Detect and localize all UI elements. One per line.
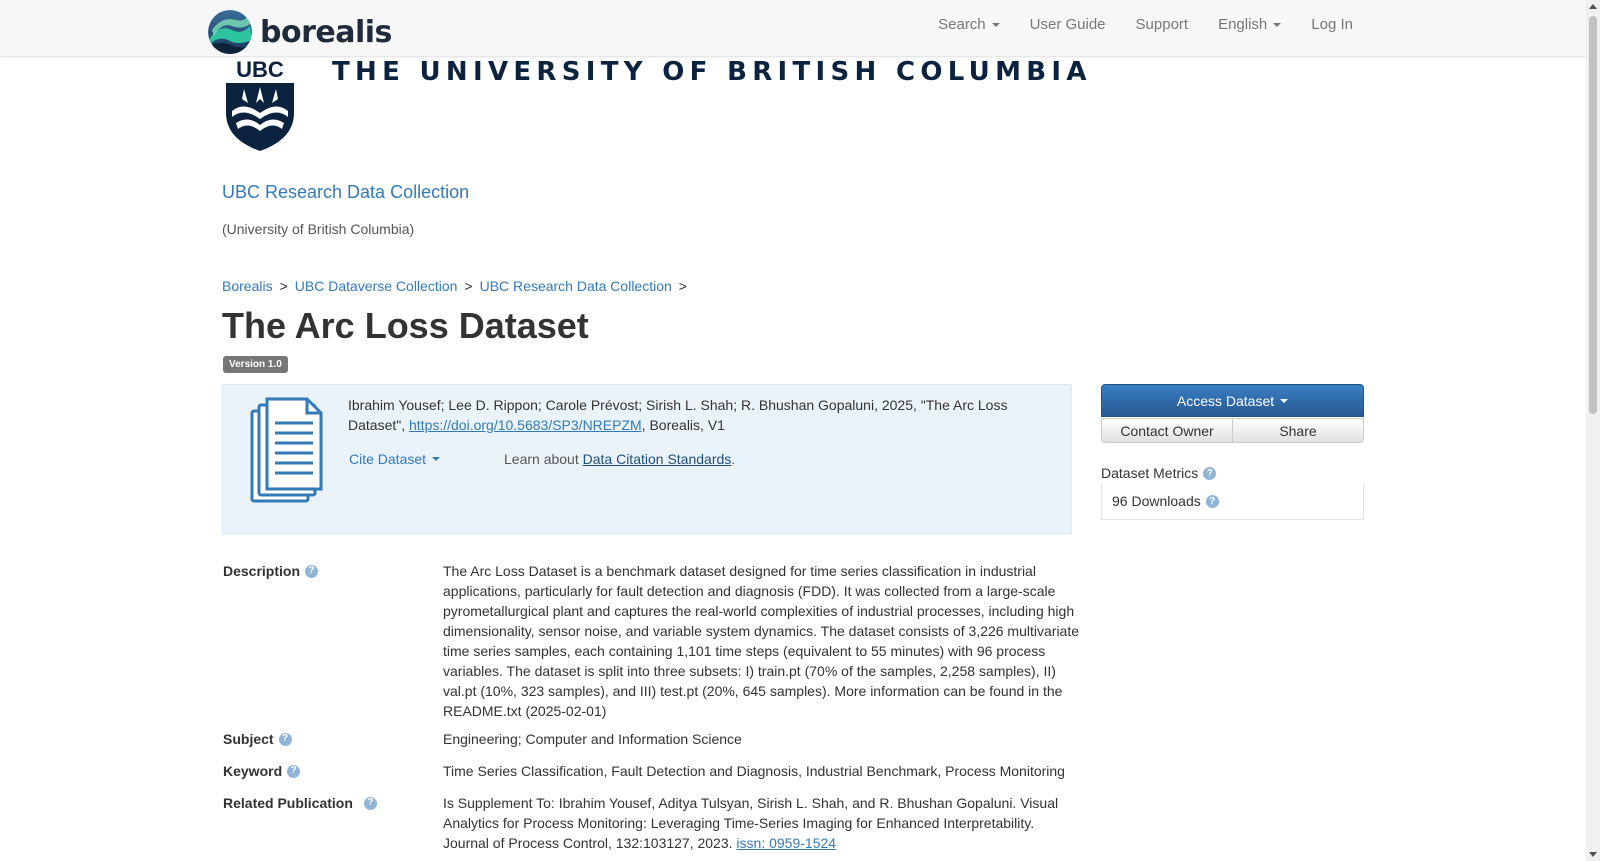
chevron-down-icon <box>992 23 1000 27</box>
nav-support[interactable] <box>1121 0 1204 50</box>
top-navbar <box>0 0 1586 57</box>
crest-text: UBC <box>236 57 284 82</box>
learn-prefix: Learn about <box>504 451 583 467</box>
related-publication-text: Is Supplement To: Ibrahim Yousef, Aditya Tulsyan, Sirish L. Shah, and R. Bhushan Gopaluni. Visual Analytics for Process Monitoring: Leveraging Time-Series Imaging for Enhanced Interpretability. Journal of Process Control, 132:103127, 2023. <box>443 795 1059 851</box>
nav-search-label: Search <box>938 16 986 33</box>
access-dataset-label: Access Dataset <box>1176 392 1275 409</box>
data-citation-standards-link[interactable]: Data Citation Standards <box>582 451 732 467</box>
page-scrollbar[interactable] <box>1586 0 1600 861</box>
metadata-label <box>223 761 300 781</box>
nav-login-label: Log In <box>1311 16 1353 33</box>
access-dataset-button[interactable] <box>1101 384 1364 417</box>
scrollbar-thumb[interactable] <box>1589 16 1597 414</box>
version-badge: Version 1.0 <box>223 356 288 373</box>
issn-link[interactable]: issn: 0959-1524 <box>736 835 837 851</box>
chevron-down-icon <box>1280 399 1288 403</box>
downloads-count: 96 Downloads <box>1112 493 1201 509</box>
keyword-value: Time Series Classification, Fault Detection and Diagnosis, Industrial Benchmark, Process Monitoring <box>443 763 1065 779</box>
citation-standards-note <box>504 451 735 467</box>
share-button[interactable]: Share <box>1233 418 1364 443</box>
learn-suffix: . <box>731 451 736 467</box>
scroll-down-arrow-icon[interactable] <box>1589 852 1597 857</box>
dataset-metrics-heading <box>1101 465 1216 481</box>
brand-name: borealis <box>260 14 392 50</box>
breadcrumb-borealis[interactable]: Borealis <box>222 278 273 294</box>
help-icon[interactable]: ? <box>287 765 300 778</box>
nav-user-guide[interactable] <box>1015 0 1121 50</box>
collection-affiliation: (University of British Columbia) <box>222 221 415 237</box>
brand-link[interactable] <box>208 10 392 54</box>
subject-value: Engineering; Computer and Information Science <box>443 731 742 747</box>
metadata-label <box>223 729 292 749</box>
dataset-action-group <box>1101 418 1364 443</box>
nav-search-dropdown[interactable] <box>923 0 1015 50</box>
nav-support-label: Support <box>1135 16 1189 33</box>
metadata-label <box>223 793 377 813</box>
chevron-down-icon <box>432 457 440 461</box>
help-icon[interactable]: ? <box>1203 467 1216 480</box>
contact-owner-button[interactable]: Contact Owner <box>1101 418 1233 443</box>
nav-language-dropdown[interactable] <box>1203 0 1296 50</box>
breadcrumb-ubc-dataverse[interactable]: UBC Dataverse Collection <box>294 278 458 294</box>
cite-dataset-dropdown[interactable] <box>349 451 440 467</box>
breadcrumb-separator: > <box>279 278 288 294</box>
description-label: Description <box>223 563 301 579</box>
main-nav <box>923 0 1368 50</box>
related-publication-value <box>443 793 1083 853</box>
doi-link[interactable]: https://doi.org/10.5683/SP3/NREPZM <box>409 417 642 433</box>
institution-header <box>222 57 1092 153</box>
chevron-down-icon <box>1273 23 1281 27</box>
help-icon[interactable]: ? <box>279 733 292 746</box>
dataset-documents-icon <box>249 397 325 505</box>
metadata-label <box>223 561 318 581</box>
breadcrumb-separator: > <box>464 278 473 294</box>
breadcrumb-ubc-research-data[interactable]: UBC Research Data Collection <box>479 278 672 294</box>
citation-authors: Ibrahim Yousef; Lee D. Rippon; Carole Prévost; Sirish L. Shah; R. Bhushan Gopaluni, 2025, "The Arc Loss Dataset", <box>348 397 1008 433</box>
cite-dataset-label: Cite Dataset <box>349 451 427 467</box>
keyword-label: Keyword <box>223 763 283 779</box>
subject-label: Subject <box>223 731 274 747</box>
collection-title-link[interactable]: UBC Research Data Collection <box>222 182 470 202</box>
help-icon[interactable]: ? <box>1206 495 1219 508</box>
borealis-logo-icon <box>208 10 252 54</box>
help-icon[interactable]: ? <box>364 797 377 810</box>
page-title: The Arc Loss Dataset <box>222 305 589 346</box>
nav-language-label: English <box>1218 16 1268 33</box>
citation-text <box>348 395 1038 435</box>
ubc-crest-logo <box>222 57 298 153</box>
citation-publisher: , Borealis, V1 <box>641 417 725 433</box>
nav-login[interactable] <box>1296 0 1368 50</box>
citation-box <box>222 384 1072 534</box>
dataset-metrics-box <box>1101 483 1364 520</box>
related-publication-label: Related Publication <box>223 795 353 811</box>
help-icon[interactable]: ? <box>305 565 318 578</box>
scroll-up-arrow-icon[interactable] <box>1589 4 1597 9</box>
breadcrumb <box>222 278 687 294</box>
nav-user-guide-label: User Guide <box>1029 16 1106 33</box>
institution-name: THE UNIVERSITY OF BRITISH COLUMBIA <box>332 57 1092 87</box>
description-value: The Arc Loss Dataset is a benchmark dataset designed for time series classification in industrial applications, particularly for fault detection and diagnosis (FDD). It was collected from a large-scale pyrometallurgical plant and captures the real-world complexities of industrial processes, including high dimensionality, sensor noise, and variable system dynamics. The dataset consists of 3,226 multivariate time series samples, each containing 1,101 time steps (equivalent to 55 minutes) with 96 process variables. The dataset is split into three subsets: I) train.pt (70% of the samples, 2,258 samples), II) val.pt (10%, 323 samples), and III) test.pt (20%, 645 samples). More information can be found in the README.txt (2025-02-01) <box>443 563 1080 719</box>
breadcrumb-separator: > <box>678 278 687 294</box>
dataset-metrics-label: Dataset Metrics <box>1101 465 1199 481</box>
